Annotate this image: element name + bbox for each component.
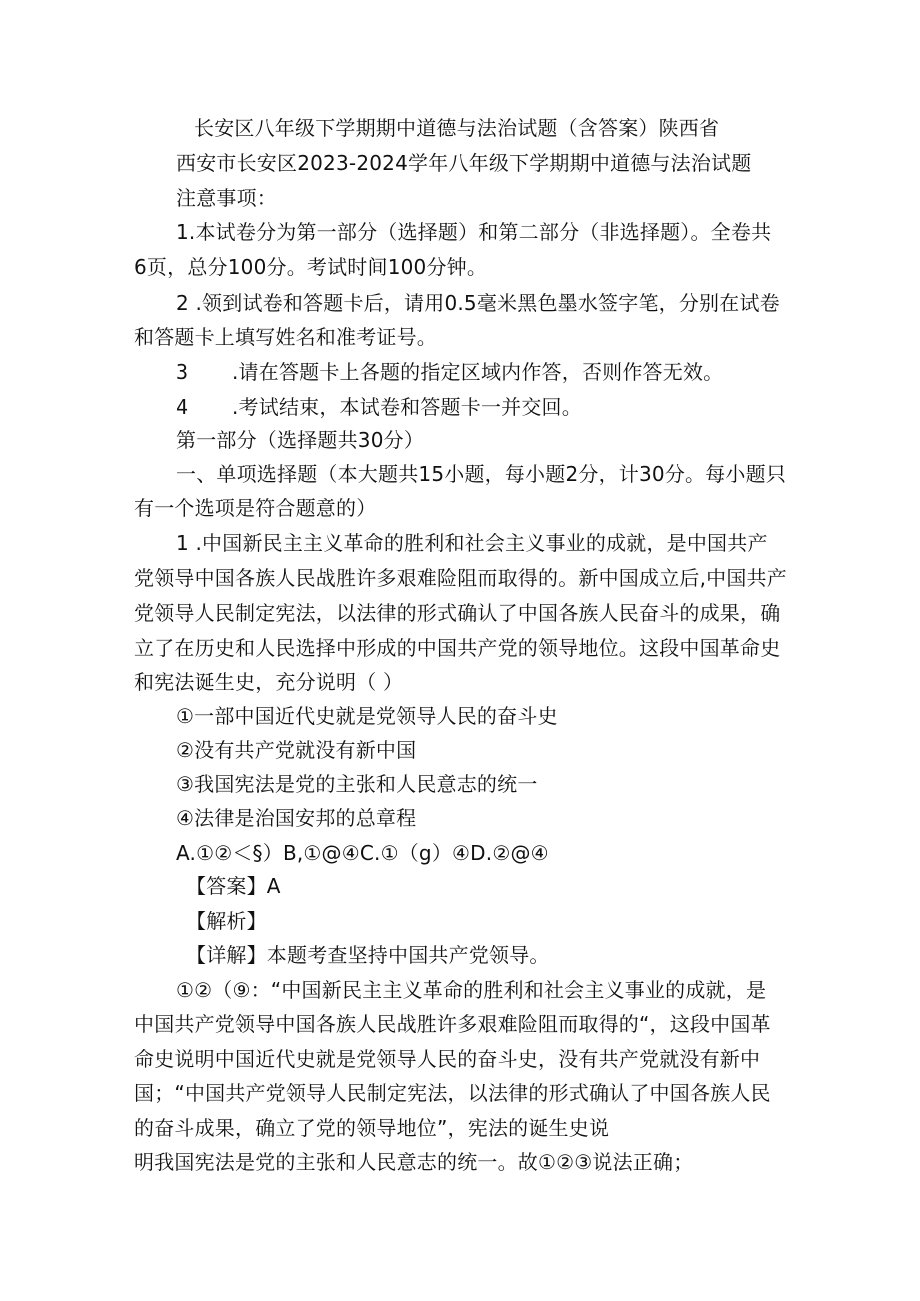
explanation-line-3: 命史说明中国近代史就是党领导人民的奋斗史，没有共产党就没有新中: [134, 1047, 761, 1071]
explanation-line-2: 中国共产党领导中国各族人民战胜许多艰难险阻而取得的“，这段中国革: [134, 1012, 771, 1036]
question-1-line-1: 1 .中国新民主主义革命的胜利和社会主义事业的成就，是中国共产: [176, 531, 768, 555]
notice-heading: 注意事项：: [176, 186, 277, 210]
detail-label: 【详解】本题考查坚持中国共产党领导。: [186, 943, 550, 967]
question-1-line-4: 立了在历史和人民选择中形成的中国共产党的领导地位。这段中国革命史: [134, 636, 781, 660]
section-1-heading-cont: 有一个选项是符合题意的）: [134, 496, 377, 520]
answer-choices: A.①②＜§）B,①@④C.①（g）④D.②@④: [176, 841, 549, 865]
notice-item-2: 2 .领到试卷和答题卡后，请用0.5毫米黑色墨水签字笔，分别在试卷: [176, 291, 780, 315]
title-line-2: 西安市长安区2023-2024学年八年级下学期期中道德与法治试题: [176, 151, 752, 175]
statement-3: ③我国宪法是党的主张和人民意志的统一: [176, 772, 538, 796]
statement-1: ①一部中国近代史就是党领导人民的奋斗史: [176, 704, 558, 728]
question-1-line-2: 党领导中国各族人民战胜许多艰难险阻而取得的。新中国成立后,中国共产: [134, 566, 787, 590]
section-1-heading: 一、单项选择题（本大题共15小题，每小题2分，计30分。每小题只: [176, 462, 787, 486]
question-1-line-5: 和宪法诞生史，充分说明（ ）: [134, 670, 404, 694]
notice-item-1-cont: 6页，总分100分。考试时间100分钟。: [134, 255, 488, 279]
notice-item-1: 1.本试卷分为第一部分（选择题）和第二部分（非选择题）。全卷共: [176, 220, 772, 244]
notice-item-2-cont: 和答题卡上填写姓名和准考证号。: [134, 325, 437, 349]
explanation-line-5: 的奋斗成果，确立了党的领导地位”，宪法的诞生史说: [134, 1116, 610, 1140]
part-1-heading: 第一部分（选择题共30分）: [176, 428, 425, 452]
notice-item-4-number: 4: [176, 395, 189, 419]
question-1-line-3: 党领导人民制定宪法，以法律的形式确认了中国各族人民奋斗的成果，确: [134, 601, 781, 625]
answer-label: 【答案】A: [186, 874, 281, 898]
explanation-line-4: 国；“中国共产党领导人民制定宪法，以法律的形式确认了中国各族人民: [134, 1081, 771, 1105]
explanation-line-6: 明我国宪法是党的主张和人民意志的统一。故①②③说法正确；: [134, 1150, 694, 1174]
analysis-label: 【解析】: [186, 909, 267, 933]
notice-item-3-number: 3: [176, 360, 189, 384]
statement-2: ②没有共产党就没有新中国: [176, 738, 417, 762]
statement-4: ④法律是治国安邦的总章程: [176, 806, 417, 830]
notice-item-3: .请在答题卡上各题的指定区域内作答，否则作答无效。: [232, 360, 724, 384]
notice-item-4: .考试结束，本试卷和答题卡一并交回。: [232, 395, 582, 419]
explanation-line-1: ①②（⑨：“中国新民主主义革命的胜利和社会主义事业的成就，是: [176, 978, 767, 1002]
title-line-1: 长安区八年级下学期期中道德与法治试题（含答案）陕西省: [194, 116, 720, 140]
